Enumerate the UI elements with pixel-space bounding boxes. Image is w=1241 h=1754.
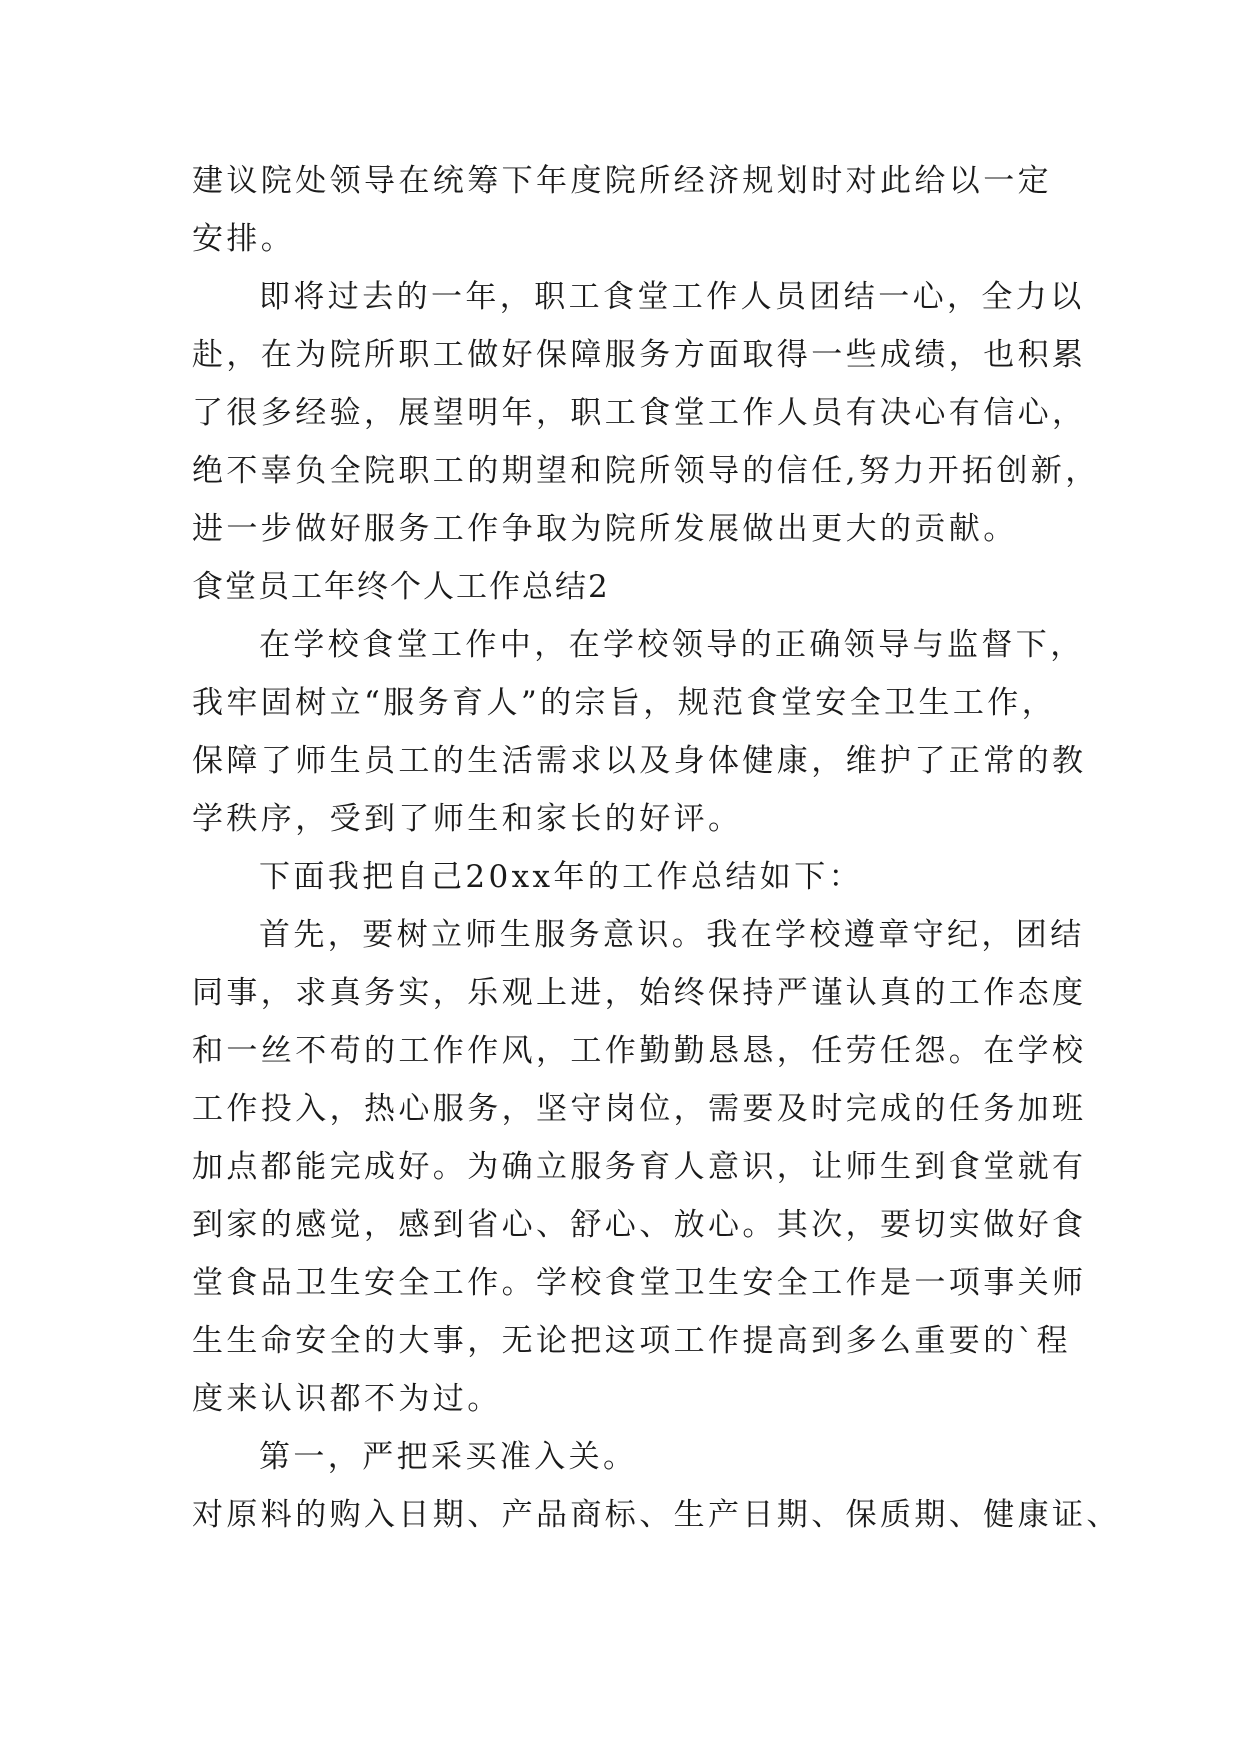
paragraph-line: 赴，在为院所职工做好保障服务方面取得一些成绩，也积累 bbox=[192, 337, 1087, 373]
paragraph-line: 到家的感觉，感到省心、舒心、放心。其次，要切实做好食 bbox=[192, 1207, 1087, 1243]
paragraph-line: 建议院处领导在统筹下年度院所经济规划时对此给以一定 bbox=[192, 163, 1052, 199]
paragraph-line: 进一步做好服务工作争取为院所发展做出更大的贡献。 bbox=[192, 511, 1018, 547]
paragraph-line: 和一丝不苟的工作作风，工作勤勤恳恳，任劳任怨。在学校 bbox=[192, 1033, 1087, 1069]
paragraph-line: 我牢固树立“服务育人”的宗旨，规范食堂安全卫生工作， bbox=[192, 685, 1057, 721]
paragraph-line: 在学校食堂工作中，在学校领导的正确领导与监督下， bbox=[259, 627, 1085, 663]
paragraph-line: 加点都能完成好。为确立服务育人意识，让师生到食堂就有 bbox=[192, 1149, 1087, 1185]
paragraph-line: 对原料的购入日期、产品商标、生产日期、保质期、健康证、 bbox=[192, 1497, 1121, 1533]
paragraph-line: 第一，严把采买准入关。 bbox=[259, 1439, 638, 1475]
paragraph-line: 安排。 bbox=[192, 221, 296, 257]
paragraph-line: 了很多经验，展望明年，职工食堂工作人员有决心有信心， bbox=[192, 395, 1087, 431]
paragraph-line: 度来认识都不为过。 bbox=[192, 1381, 502, 1417]
paragraph-line: 即将过去的一年，职工食堂工作人员团结一心，全力以 bbox=[259, 279, 1085, 315]
section-title: 食堂员工年终个人工作总结2 bbox=[192, 569, 610, 605]
paragraph-line: 首先，要树立师生服务意识。我在学校遵章守纪，团结 bbox=[259, 917, 1085, 953]
paragraph-line: 学秩序，受到了师生和家长的好评。 bbox=[192, 801, 743, 837]
paragraph-line: 工作投入，热心服务，坚守岗位，需要及时完成的任务加班 bbox=[192, 1091, 1087, 1127]
paragraph-line: 保障了师生员工的生活需求以及身体健康，维护了正常的教 bbox=[192, 743, 1087, 779]
paragraph-line: 堂食品卫生安全工作。学校食堂卫生安全工作是一项事关师 bbox=[192, 1265, 1087, 1301]
paragraph-line: 同事，求真务实，乐观上进，始终保持严谨认真的工作态度 bbox=[192, 975, 1087, 1011]
paragraph-line: 下面我把自己20xx年的工作总结如下： bbox=[259, 859, 864, 895]
paragraph-line: 生生命安全的大事，无论把这项工作提高到多么重要的`程 bbox=[192, 1323, 1071, 1359]
paragraph-line: 绝不辜负全院职工的期望和院所领导的信任,努力开拓创新， bbox=[192, 453, 1100, 489]
